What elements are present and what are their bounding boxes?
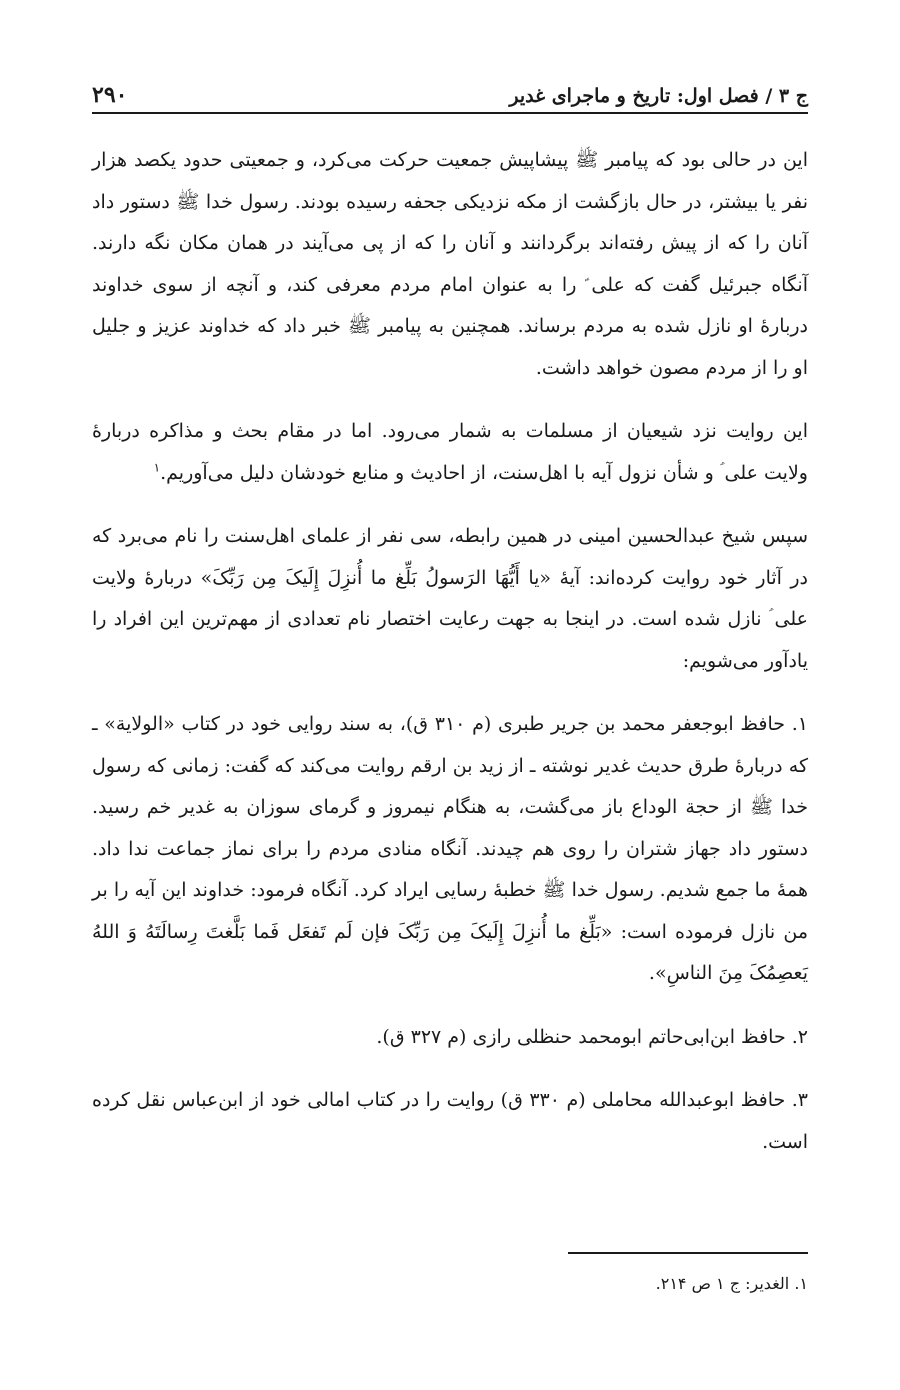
footnote-divider: [568, 1252, 808, 1254]
running-header: [92, 60, 808, 114]
page: [92, 60, 808, 1185]
paragraph-3: سپس شیخ عبدالحسین امینی در همین رابطه، سی نفر از علمای اهل‌سنت را نام می‌برد که در آثار خود روایت کرده‌اند: آیهٔ «یا أَیُّهَا الرَسولُ بَلِّغ ما أُنزِلَ إِلَیکَ مِن رَبِّکَ» دربارهٔ ولایت علی ؑ نازل شده است. در اینجا به جهت رعایت اختصار نام تعدادی از مهم‌ترین این افراد را یادآور می‌شویم:: [92, 525, 808, 672]
list-item-1: ۱. حافظ ابوجعفر محمد بن جریر طبری (م ۳۱۰ ق)، به سند روایی خود در کتاب «الولایة» ـ که دربارهٔ طرق حدیث غدیر نوشته ـ از زید بن ارقم روایت می‌کند که گفت: زمانی که رسول خدا ﷺ از حجة الوداع باز می‌گشت، به هنگام نیمروز و گرمای سوزان به غدیر خم رسید. دستور داد جهاز شتران را روی هم چیدند. آنگاه منادی مردم را برای نماز جماعت ندا داد. همهٔ ما جمع شدیم. رسول خدا ﷺ خطبهٔ رسایی ایراد کرد. آنگاه فرمود: خداوند این آیه را بر من نازل فرموده است: «بَلِّغ ما أُنزِلَ إِلَیکَ مِن رَبِّکَ فإن لَم تَفعَل فَما بَلَّغتَ رِسالَتَهُ وَ اللهُ یَعصِمُکَ مِنَ الناسِ».: [92, 713, 808, 984]
footnote: ۱. الغدیر: ج ۱ ص ۲۱۴.: [655, 1274, 808, 1293]
body-text: [92, 140, 808, 1163]
paragraph-1: این در حالی بود که پیامبر ﷺ پیشاپیش جمعیت حرکت می‌کرد، و جمعیتی حدود یکصد هزار نفر یا بیشتر، در حال بازگشت از مکه نزدیکی جحفه رسیده بودند. رسول خدا ﷺ دستور داد آنان را که از پیش رفته‌اند برگردانند و آنان را که از پی می‌آیند در همان مکان نگه دارند. آنگاه جبرئیل گفت که علی ؑ را به عنوان امام مردم معرفی کند، و آنچه از سوی خداوند دربارهٔ او نازل شده به مردم برساند. همچنین به پیامبر ﷺ خبر داد که خداوند عزیز و جلیل او را از مردم مصون خواهد داشت.: [92, 149, 808, 379]
page-number: ۲۹۰: [92, 82, 128, 108]
chapter-title: ج ۳ / فصل اول: تاریخ و ماجرای غدیر: [509, 85, 808, 107]
paragraph-2: [92, 411, 808, 494]
paragraph-2-text: این روایت نزد شیعیان از مسلمات به شمار می‌رود. اما در مقام بحث و مذاکره دربارهٔ ولایت علی ؑ و شأن نزول آیه با اهل‌سنت، از احادیث و منابع خودشان دلیل می‌آوریم.: [92, 420, 808, 484]
list-item-3: ۳. حافظ ابوعبدالله محاملی (م ۳۳۰ ق) روایت را در کتاب امالی خود از ابن‌عباس نقل کرده است.: [92, 1089, 808, 1153]
list-item-2: ۲. حافظ ابن‌ابی‌حاتم ابومحمد حنظلی رازی (م ۳۲۷ ق).: [376, 1025, 808, 1048]
footnote-reference[interactable]: ۱: [153, 460, 161, 475]
